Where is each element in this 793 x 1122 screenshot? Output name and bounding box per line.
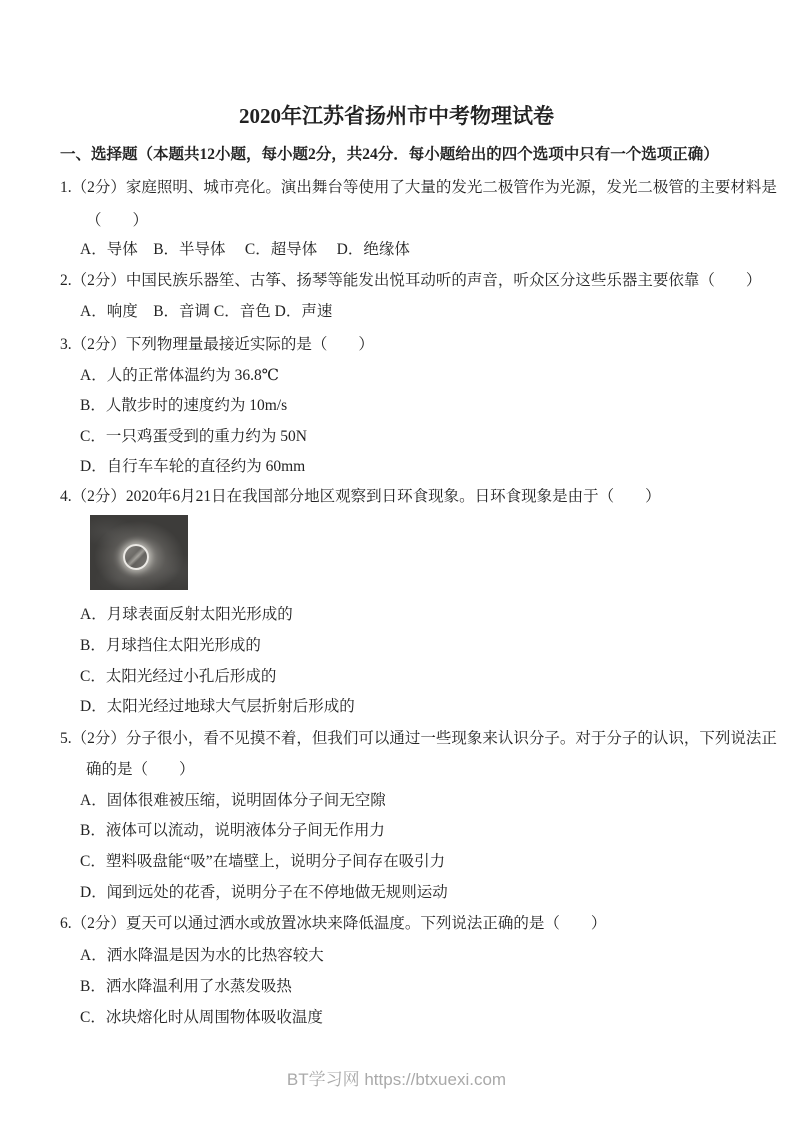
q2-options: A．响度 B．音调 C．音色 D．声速 <box>80 303 333 320</box>
q4-option-d: D．太阳光经过地球大气层折射后形成的 <box>80 698 355 715</box>
footer-watermark: BT学习网 https://btxuexi.com <box>286 1070 507 1089</box>
q5-option-c: C．塑料吸盘能“吸”在墙壁上，说明分子间存在吸引力 <box>80 853 446 870</box>
q3-stem: 3.（2分）下列物理量最接近实际的是（ ） <box>60 336 374 353</box>
q3-option-a: A．人的正常体温约为 36.8℃ <box>80 367 280 384</box>
q5-option-b: B．液体可以流动，说明液体分子间无作用力 <box>80 822 385 839</box>
q4-option-a: A．月球表面反射太阳光形成的 <box>80 606 293 623</box>
q4-option-c: C．太阳光经过小孔后形成的 <box>80 668 277 685</box>
q5-option-a: A．固体很难被压缩，说明固体分子间无空隙 <box>80 792 386 809</box>
q3-option-b: B．人散步时的速度约为 10m/s <box>80 397 288 414</box>
q3-option-d: D．自行车车轮的直径约为 60mm <box>80 458 306 475</box>
q6-option-b: B．洒水降温利用了水蒸发吸热 <box>80 978 292 995</box>
q5-stem-continuation: 确的是（ ） <box>86 761 195 778</box>
q6-option-a: A．洒水降温是因为水的比热容较大 <box>80 947 324 964</box>
page-title: 2020年江苏省扬州市中考物理试卷 <box>239 104 554 128</box>
section-header: 一、选择题（本题共12小题，每小题2分，共24分．每小题给出的四个选项中只有一个选项正确） <box>60 146 719 163</box>
q4-stem: 4.（2分）2020年6月21日在我国部分地区观察到日环食现象。日环食现象是由于（ ） <box>60 488 661 505</box>
q6-option-c: C．冰块熔化时从周围物体吸收温度 <box>80 1009 323 1026</box>
q1-options: A．导体 B．半导体 C．超导体 D．绝缘体 <box>80 241 410 258</box>
q1-stem-continuation: （ ） <box>86 212 149 229</box>
q5-stem: 5.（2分）分子很小，看不见摸不着，但我们可以通过一些现象来认识分子。对于分子的认识，下列说法正 <box>60 730 777 747</box>
q2-stem: 2.（2分）中国民族乐器笙、古筝、扬琴等能发出悦耳动听的声音，听众区分这些乐器主要依靠（ ） <box>60 272 762 289</box>
q1-stem: 1.（2分）家庭照明、城市亮化。演出舞台等使用了大量的发光二极管作为光源，发光二极管的主要材料是 <box>60 179 777 196</box>
q5-option-d: D．闻到远处的花香，说明分子在不停地做无规则运动 <box>80 884 448 901</box>
q6-stem: 6.（2分）夏天可以通过洒水或放置冰块来降低温度。下列说法正确的是（ ） <box>60 915 607 932</box>
annular-solar-eclipse-photo <box>90 515 188 590</box>
q3-option-c: C．一只鸡蛋受到的重力约为 50N <box>80 428 307 445</box>
q4-option-b: B．月球挡住太阳光形成的 <box>80 637 261 654</box>
eclipse-ring <box>123 544 149 570</box>
